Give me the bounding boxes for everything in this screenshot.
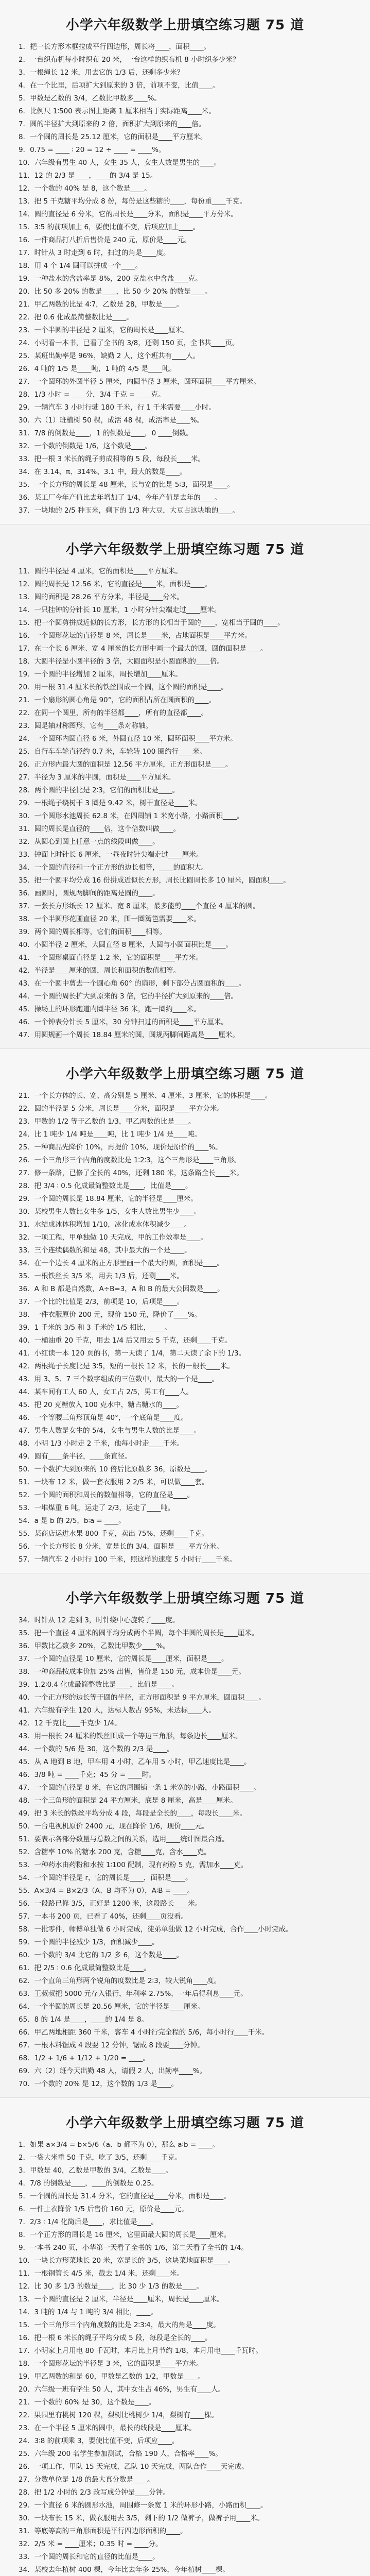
question-item: 21．一个扇形的圆心角是 90°，它的面积占所在圆面积的____。	[19, 696, 216, 704]
question-item: 38．一件衣服原价 200 元，现价 150 元，降价了____%。	[19, 1311, 202, 1319]
question-item: 46．一个等腰三角形顶角是 40°，一个底角是____度。	[19, 1414, 188, 1422]
question-item: 54．一个圆的半径是 r，它的周长是____，面积是____。	[19, 1874, 192, 1882]
question-item: 44．某车间有工人 60 人，女工占 2/5，男工有____人。	[19, 1388, 193, 1396]
question-item: 26．一个三角形三个内角的度数比是 1∶2∶3，这个三角形是____三角形。	[19, 1156, 241, 1164]
question-item: 57．一辆汽车 2 小时行 100 千米，照这样的速度 5 小时行____千米。	[19, 1555, 237, 1564]
question-item: 41．一个圆形桌面直径是 1.2 米，它的面积是____平方米。	[19, 954, 203, 962]
question-item: 13．圆的面积是 28.26 平方分米，半径是____分米。	[19, 593, 184, 601]
question-item: 5．一个圆的周长是 31.4 分米，它的直径是____分米，面积是____。	[19, 2192, 231, 2200]
question-item: 37．一张长方形纸长 12 厘米、宽 8 厘米，最多能剪____个直径 4 厘米的圆。	[19, 902, 260, 910]
question-item: 17．小明家上月用电 80 千瓦时，本月比上月节约 1/8，本月用电____千瓦时。	[19, 2347, 262, 2355]
question-item: 16．一个圆形花坛的直径是 8 米，周长是____米，占地面积是____平方米。	[19, 632, 252, 640]
question-item: 15．把一个圆剪拼成近似的长方形，长方形的长相当于圆的____，宽相当于圆的____。	[19, 619, 285, 627]
question-item: 30．一块布长 15 米，做衣服用去 3/5，剩下的 1/2 做裤子，做裤子用____米。	[19, 2514, 265, 2522]
question-item: 48．小明 1/3 小时走 2 千米，他每小时走____千米。	[19, 1439, 184, 1448]
question-item: 40．一桶油重 20 千克，用去 1/4 后又用去 5 千克，还剩____千克。	[19, 1336, 232, 1345]
question-item: 57．一本书 200 页，已看了 40%，还剩____页没看。	[19, 1912, 188, 1921]
question-item: 11．圆的半径是 4 厘米，它的面积是____平方厘米。	[19, 567, 182, 575]
question-item: 28．把 1/2 小时的 2/3 改写成分钟是____分钟。	[19, 2488, 170, 2497]
question-item: 47．用圆规画一个周长 18.84 厘米的圆，圆规两脚间距离是____厘米。	[19, 1031, 239, 1039]
question-item: 65．8 的 1/4 是____，____的 1/4 是 8。	[19, 2015, 149, 2024]
question-item: 34．某校去年植树 400 棵，今年比去年多 25%，今年植树____棵。	[19, 2566, 230, 2574]
question-item: 33．三个连续偶数的和是 48，其中最大的一个是____。	[19, 1246, 191, 1255]
question-item: 33．把一根 3 米长的绳子剪成相等的 5 段，每段长____米。	[19, 455, 205, 463]
question-item: 24．小明看一本书，已看了全书的 3/8，还剩 150 页，全书共____页。	[19, 339, 239, 347]
question-item: 4．7/8 的倒数是____，____的倒数是 0.25。	[19, 2179, 158, 2188]
question-item: 28．把 3/4 ∶ 0.5 化成最简整数比是____，比值是____。	[19, 1182, 192, 1190]
question-item: 20．六年级一班有学生 50 人，其中女生占 46%，男生有____人。	[19, 2385, 225, 2394]
question-item: 55．A×3/4 = B×2/3（A、B 均不为 0），A∶B = ____。	[19, 1887, 194, 1895]
question-item: 8．一个圆的周长是 25.12 厘米，它的面积是____平方厘米。	[19, 133, 207, 141]
question-item: 47．一个圆的直径是 8 米，在它的周围铺一条 1 米宽的小路，小路面积____。	[19, 1784, 261, 1792]
page-title: 小学六年级数学上册填空练习题 75 道	[65, 1066, 305, 1082]
question-item: 6．比例尺 1∶500 表示图上距离 1 厘米相当于实际距离____米。	[19, 107, 216, 115]
question-item: 4．在一个比里，后项扩大到原来的 3 倍，前项不变，比值____。	[19, 81, 220, 90]
question-item: 49．圆有____条半径，____条直径。	[19, 1452, 132, 1461]
question-item: 44．一个圆的周长扩大到原来的 3 倍，它的半径扩大到原来的____倍。	[19, 992, 238, 1001]
page-title: 小学六年级数学上册填空练习题 75 道	[65, 2115, 305, 2131]
question-item: 42．两根绳子长度比是 3∶5，短的一根长 12 米，长的一根长____米。	[19, 1362, 234, 1370]
question-item: 25．自行车车轮直径约 0.7 米，车轮转 100 圈约行____米。	[19, 748, 207, 756]
question-item: 10．六年级有男生 40 人，女生 35 人，女生人数是男生的____。	[19, 159, 221, 167]
question-item: 45．操场上的环形跑道内圈半径 36 米，跑一圈约____米。	[19, 1005, 201, 1013]
question-item: 66．甲乙两地相距 360 千米，客车 4 小时行完全程的 5/6，每小时行____千米。	[19, 2028, 269, 2037]
question-item: 10．一块长方形菜地长 20 米，宽是长的 3/5，这块菜地面积是____。	[19, 2257, 235, 2265]
question-item: 50．一台电视机原价 2400 元，现在降价 1/6，现价____元。	[19, 1822, 209, 1831]
question-item: 56．一段路已修 3/5，正好是 1200 米，这段路长____米。	[19, 1900, 202, 1908]
worksheet-page-3	[0, 1049, 370, 1573]
question-item: 19．一种盐水的含盐率是 8%，200 克盐水中含盐____克。	[19, 275, 202, 283]
question-item: 35．一根铁丝长 3/5 米，用去 1/3 后，还剩____米。	[19, 1272, 184, 1280]
question-item: 25．一种商品先降价 10%，再提价 10%，现价是原价的____%。	[19, 1143, 222, 1151]
question-item: 16．把一根 6 米长的绳子平均分成 5 段，每段是全长的____。	[19, 2334, 212, 2342]
question-list	[19, 2139, 351, 2576]
question-item: 42．半径是____厘米的圆，周长和面积的数值相等。	[19, 967, 181, 975]
question-item: 25．某班出勤率是 96%，缺勤 2 人，这个班共有____人。	[19, 352, 200, 360]
worksheet-page-2	[0, 524, 370, 1049]
question-item: 42．12 千克比____千克少 1/4。	[19, 1719, 121, 1727]
question-item: 53．一种药水由药粉和水按 1∶100 配制，现有药粉 5 克，需加水____克。	[19, 1861, 248, 1869]
question-item: 45．把 20 克糖放入 100 克水中，糖占糖水的____。	[19, 1401, 184, 1409]
question-item: 28．1/3 小时 = ____分，3/4 千克 = ____克。	[19, 391, 165, 399]
question-item: 37．一个比的比值是 2/3，前项是 10，后项是____。	[19, 1298, 184, 1306]
question-item: 23．甲数的 1/2 等于乙数的 1/3，甲乙两数的比是____。	[19, 1117, 196, 1126]
question-item: 12．一个数的 40% 是 8，这个数是____。	[19, 184, 151, 193]
question-item: 68．1/2 + 1/6 + 1/12 + 1/20 = ____。	[19, 2054, 150, 2062]
question-item: 7．2/3 ∶ 1/4 化简后是____，求比值是____。	[19, 2218, 158, 2226]
question-item: 35．一个长方形的周长是 48 厘米，长与宽的比是 5∶3，面积是____。	[19, 481, 234, 489]
question-list	[19, 1614, 351, 2091]
question-item: 6．一件上衣降价 1/5 后售价 160 元，原价是____元。	[19, 2205, 188, 2213]
question-item: 61．把 2/5 ∶ 0.6 化成最简整数比是____。	[19, 1964, 151, 1972]
question-item: 22．把 0.6 化成最简整数比是____。	[19, 313, 133, 321]
question-item: 40．小圆半径 2 厘米，大圆直径 8 厘米，大圆与小圆面积比是____。	[19, 941, 233, 949]
question-item: 59．一个圆的半径减少 1/3，面积减少____。	[19, 1938, 159, 1946]
question-item: 48．一个三角形的面积是 24 平方厘米，底是 8 厘米，高是____厘米。	[19, 1797, 237, 1805]
question-item: 51．一块布 12 米，做一套衣服用 2 2/5 米，可以做____套。	[19, 1478, 209, 1486]
question-item: 29．一辆汽车 3 小时行驶 180 千米，行 1 千米需要____小时。	[19, 403, 216, 412]
question-item: 2．一台织布机每小时织布 20 米，一台这样的织布机 8 小时织多少米？	[19, 56, 240, 64]
question-item: 37．一块地的 2/5 种玉米，剩下的 1/3 种大豆，大豆占这块地的____。	[19, 506, 239, 515]
question-item: 39．两个圆的周长相等，它们的面积____相等。	[19, 928, 167, 936]
question-item: 32．一项工程，甲单独做 10 天完成，甲的工作效率是____。	[19, 1233, 207, 1242]
question-item: 64．一个半圆的周长是 20.56 厘米，它的半径是____厘米。	[19, 2003, 205, 2011]
question-list	[19, 41, 351, 517]
question-item: 35．把一个圆平均分成 16 份拼成近似长方形，周长比圆周长多 10 厘米，圆面积____。	[19, 876, 290, 885]
question-item: 3．一根绳长 12 米，用去它的 1/3 后，还剩多少米？	[19, 69, 184, 77]
question-item: 56．一个长方形长 8 分米，宽是长的 3/4，面积是____平方分米。	[19, 1543, 223, 1551]
question-item: 32．2/5 米 = ____厘米；0.35 时 = ____分。	[19, 2540, 163, 2548]
question-item: 32．从圆心到圆上任意一点的线段叫做____。	[19, 838, 160, 846]
question-item: 23．在一个半径 5 厘米的圆中，最长的线段是____厘米。	[19, 2424, 196, 2432]
question-item: 33．钟面上时针长 6 厘米，一昼夜时针尖端走过____厘米。	[19, 851, 203, 859]
question-item: 13．一个圆的直径是 2 厘米，半径是____厘米，周长是____厘米。	[19, 2295, 224, 2303]
question-item: 21．甲乙两数的比是 4∶7，乙数是 28，甲数是____。	[19, 300, 184, 309]
question-item: 39．1.2∶0.4 化成最简整数比是____，比值是____。	[19, 1681, 179, 1689]
question-item: 11．一根钢管长 4/5 米，截去 1/4 米，还剩____米。	[19, 2269, 184, 2278]
question-item: 36．某工厂今年产值比去年增加了 1/4，今年产值是去年的____。	[19, 494, 222, 502]
question-item: 45．从 A 地到 B 地，甲车用 4 小时，乙车用 5 小时，甲乙速度比是____。	[19, 1758, 251, 1766]
question-item: 16．一件商品打八折后售价是 240 元，原价是____元。	[19, 236, 191, 244]
question-item: 3．甲数是 40，乙数是甲数的 3/4，乙数是____。	[19, 2166, 173, 2175]
question-item: 43．用一根长 24 厘米的铁丝围成一个等边三角形，每条边长____厘米。	[19, 1732, 242, 1740]
question-item: 35．把一个直径 4 厘米的圆平均分成两个半圆，每个半圆的周长是____厘米。	[19, 1629, 259, 1637]
question-item: 18．用 4 个 1/4 圆可以拼成一个____。	[19, 262, 143, 270]
question-item: 8．一个正方形的周长是 16 厘米，它里面最大圆的周长是____厘米。	[19, 2231, 231, 2239]
question-item: 26．4 吨的 1/5 是____吨，1 吨的 4/5 是____吨。	[19, 365, 177, 373]
question-item: 54．a 是 b 的 2/5，b∶a = ____。	[19, 1517, 126, 1525]
question-item: 53．一堆煤重 6 吨，运走了 2/3，运走了____吨。	[19, 1504, 175, 1512]
question-item: 14．3 吨的 1/4 与 1 吨的 3/4 相比，____。	[19, 2308, 157, 2316]
question-item: 25．六年级 200 名学生参加测试，合格 190 人，合格率____%。	[19, 2450, 222, 2458]
question-item: 21．一个长方体的长、宽、高分别是 5 厘米、4 厘米、3 厘米，它的体积是____。	[19, 1092, 272, 1100]
question-item: 62．一个直角三角形两个锐角的度数比是 2∶3，较大锐角____度。	[19, 1977, 221, 1985]
question-item: 22．在同一个圆里，所有的半径都____，所有的直径都____。	[19, 709, 208, 717]
worksheet-page-1	[0, 0, 370, 524]
question-item: 47．男生人数是女生的 5/4，女生与男生人数的比是____。	[19, 1427, 201, 1435]
page-title: 小学六年级数学上册填空练习题 75 道	[65, 1591, 305, 1606]
question-item: 20．比 50 多 20% 的数是____，比 50 少 20% 的数是____。	[19, 287, 212, 296]
question-item: 20．用一根 31.4 厘米长的铁丝围成一个圆，这个圆的面积是____。	[19, 683, 228, 691]
question-item: 36．A 和 B 都是自然数，A÷B=3，A 和 B 的最大公因数是____。	[19, 1285, 224, 1293]
question-item: 33．一个圆的周长和它的直径的比值是____。	[19, 2553, 160, 2561]
question-item: 51．要表示各部分数量与总数之间的关系，选用____统计图最合适。	[19, 1835, 229, 1843]
question-item: 50．一个数扩大到原来的 10 倍后比原数多 36，原数是____。	[19, 1465, 212, 1473]
question-item: 36．甲数比乙数多 20%，乙数比甲数少____%。	[19, 1642, 170, 1650]
question-item: 43．用 3、5、7 三个数字组成的三位数中，最大的一个是____。	[19, 1375, 219, 1383]
question-item: 44．一个数的 5/6 是 30，这个数的 2/3 是____。	[19, 1745, 174, 1753]
question-item: 46．3/8 吨 = ____千克；45 分 = ____时。	[19, 1771, 156, 1779]
question-item: 29．一个圆的周长是 18.84 厘米，它的半径是____厘米。	[19, 1195, 198, 1203]
question-item: 41．小红读一本 120 页的书，第一天读了 1/4，第二天读了余下的 1/3。	[19, 1349, 246, 1358]
question-item: 17．时针从 3 时走到 6 时，扫过的角是____度。	[19, 249, 170, 257]
question-item: 55．某商店运进水果 800 千克，卖出 75%，还剩____千克。	[19, 1530, 209, 1538]
question-item: 28．两个圆的半径比是 2∶3，它们的面积比是____。	[19, 786, 180, 794]
question-item: 5．甲数是乙数的 3/4，乙数比甲数多____%。	[19, 94, 161, 103]
question-item: 11．12 的 2/3 是____，____的 3/4 是 15。	[19, 172, 157, 180]
question-item: 1．如果 a×3/4 = b×5/6（a、b 都不为 0），那么 a∶b = ____。	[19, 2141, 219, 2149]
question-item: 9．一本书 240 页，小华第一天看了全书的 1/6，第二天看了全书的 1/4。	[19, 2244, 248, 2252]
question-item: 13．把 5 千克糖平均分成 8 份，每份是这些糖的____，每份重____千克。	[19, 197, 247, 206]
question-item: 18．大圆半径是小圆半径的 3 倍，大圆面积是小圆面积的____倍。	[19, 657, 224, 666]
question-item: 34．一个圆的直径和一个正方形的边长相等，____的面积大。	[19, 863, 208, 872]
question-item: 15．3∶5 的前项加上 6，要使比值不变，后项应加上____。	[19, 223, 200, 231]
question-item: 19．甲乙两数的和是 60，甲数是乙数的 1/2，甲数是____。	[19, 2372, 205, 2381]
question-item: 52．含糖率 10% 的糖水 200 克，含糖____克，含水____克。	[19, 1848, 211, 1856]
worksheet-page-5	[0, 2098, 370, 2576]
question-item: 29．一根绳子绕树干 3 圈是 9.42 米，树干直径是____米。	[19, 799, 202, 807]
question-list	[19, 1090, 351, 1566]
question-item: 22．果园里有桃树 120 棵，梨树比桃树少 1/4，梨树有____棵。	[19, 2411, 219, 2419]
question-item: 38．一种商品按成本价加 25% 出售，售价是 150 元，成本价是____元。	[19, 1668, 246, 1676]
question-item: 27．分数单位是 1/8 的最大真分数是____。	[19, 2476, 154, 2484]
question-item: 24．3∶8 的前项乘 3，要使比值不变，后项应____。	[19, 2437, 179, 2445]
question-item: 18．一个圆形花坛的半径是 3 米，它的面积是____平方米。	[19, 2360, 203, 2368]
question-item: 60．一个数的 3/4 比它的 1/2 多 6，这个数是____。	[19, 1951, 184, 1959]
question-item: 34．在一个边长 4 厘米的正方形里画一个最大的圆，面积是____。	[19, 1259, 224, 1267]
question-item: 30．六（1）班植树 50 棵，成活 48 棵，成活率是____%。	[19, 416, 204, 425]
question-item: 23．一个半圆的半径是 2 厘米，它的周长是____厘米。	[19, 326, 189, 334]
question-item: 34．时针从 12 走到 3，时针绕中心旋转了____度。	[19, 1616, 180, 1624]
question-item: 39．1 千米的 3/5 和 3 千米的 1/5 相比，____。	[19, 1324, 171, 1332]
question-item: 12．圆的周长是 12.56 米，它的直径是____米，面积是____。	[19, 580, 212, 588]
question-item: 24．比 1 吨少 1/4 吨是____吨，比 1 吨少 1/4 是____吨。	[19, 1130, 202, 1139]
question-item: 22．圆的半径是 5 分米，周长是____分米，面积是____平方分米。	[19, 1105, 224, 1113]
question-item: 30．一个圆形水池周长 62.8 米，在四周铺 1 米宽小路，小路面积____。	[19, 812, 244, 820]
question-item: 67．一根木料锯成 4 段要 12 分钟，锯成 8 段要____分钟。	[19, 2041, 204, 2049]
question-item: 1．把一长方形木框拉成平行四边形，周长将____，面积____。	[19, 43, 211, 51]
question-item: 26．正方形内最大圆的面积是 12.56 平方厘米，正方形面积是____。	[19, 760, 233, 769]
question-item: 17．在一个长 6 厘米、宽 4 厘米的长方形中画一个最大的圆，圆的面积是____。	[19, 645, 268, 653]
question-item: 38．一个半圆形花圃直径 20 米，围一圈篱笆需要____米。	[19, 915, 201, 923]
question-item: 2．一袋大米重 50 千克，吃了 3/5，还剩____千克。	[19, 2154, 182, 2162]
question-item: 26．一项工作，甲队 15 天完成，乙队 10 天完成，两队合作____天完成。	[19, 2463, 249, 2471]
question-item: 7．圆的半径扩大到原来的 2 倍，面积扩大到原来的____倍。	[19, 120, 206, 128]
question-item: 31．圆的周长是直径的____倍，这个倍数叫做____。	[19, 825, 181, 833]
question-item: 9．0.75 = ____ ∶ 20 = 12 ÷ ____ = ____%。	[19, 146, 166, 154]
page-title: 小学六年级数学上册填空练习题 75 道	[65, 542, 305, 557]
question-item: 46．一个钟表分针长 5 厘米，30 分钟扫过的面积是____平方厘米。	[19, 1018, 228, 1026]
question-item: 49．把 3 米长的铁丝平均分成 4 段，每段是全长的____，每段长____米。	[19, 1809, 247, 1818]
question-item: 36．画圆时，圆规两脚间的距离是圆的____。	[19, 889, 160, 897]
question-item: 63．王叔叔把 5000 元存入银行，年利率 2.75%，一年后得利息____元。	[19, 1990, 248, 1998]
question-item: 19．一个圆的半径增加 2 厘米，周长增加____厘米。	[19, 670, 182, 679]
question-item: 12．比 30 多 1/3 的数是____，比 30 少 1/3 的数是____。	[19, 2282, 203, 2291]
question-item: 29．一个直径 6 米的圆形水池，周围修一条宽 1 米的环形小路，小路面积____。	[19, 2501, 268, 2510]
question-item: 23．圆是轴对称图形，它有____条对称轴。	[19, 722, 153, 730]
question-list	[19, 565, 351, 1042]
question-item: 27．一个圆环的外圆半径 5 厘米，内圆半径 3 厘米，圆环面积____平方厘米。	[19, 378, 261, 386]
question-item: 43．在一个圆中剪去一个圆心角 60° 的扇形，剩下部分占圆面积的____。	[19, 979, 246, 988]
question-item: 31．水结成冰体积增加 1/10，冰化成水体积减少____。	[19, 1221, 191, 1229]
question-item: 70．一个数的 20% 是 12，这个数的 1/3 是____。	[19, 2080, 179, 2088]
question-item: 21．一个数的 60% 是 30，这个数是____。	[19, 2398, 156, 2406]
question-item: 24．一个圆环内圆直径 6 米，外圆直径 10 米，圆环面积____平方米。	[19, 735, 237, 743]
question-item: 52．一个圆的面积和周长的数值相等，它的直径是____。	[19, 1491, 195, 1499]
question-item: 14．一只挂钟的分针长 10 厘米，1 小时分针尖端走过____厘米。	[19, 606, 221, 614]
question-item: 15．一个三角形三个内角度数的比是 2∶3∶4，最大的角是____度。	[19, 2321, 220, 2329]
question-item: 27．修一条路，已修了全长的 40%，还剩 180 米，这条路全长____米。	[19, 1169, 243, 1177]
question-item: 40．一个正方形的边长等于圆的半径，正方形面积是 9 平方厘米，圆面积____。	[19, 1693, 266, 1702]
question-item: 37．一个圆的直径是 10 厘米，它的周长是____厘米，面积是____。	[19, 1655, 228, 1663]
page-title: 小学六年级数学上册填空练习题 75 道	[65, 18, 305, 33]
question-item: 41．六年级有学生 120 人，达标人数占 95%，未达标____人。	[19, 1706, 216, 1715]
question-item: 14．圆的直径是 6 分米，它的周长是____分米，面积是____平方分米。	[19, 210, 238, 218]
question-item: 34．在 3.14、π、314%、3.1 中，最大的数是____。	[19, 468, 187, 476]
question-item: 31．等底等高的三角形面积是平行四边形面积的____。	[19, 2527, 187, 2535]
question-item: 32．一个数的倒数是 1/6，这个数是____。	[19, 442, 152, 450]
question-item: 58．一批零件，师傅单独做 6 小时完成，徒弟单独做 12 小时完成，合作____小时完成。	[19, 1925, 293, 1934]
question-item: 69．六（2）班今天出勤 48 人，请假 2 人，出勤率____%。	[19, 2067, 207, 2075]
worksheet-page-4	[0, 1573, 370, 2098]
question-item: 27．半径为 3 厘米的半圆，面积是____平方厘米。	[19, 773, 175, 782]
question-item: 30．某校男生人数比女生多 1/5，女生人数比男生少____。	[19, 1208, 201, 1216]
question-item: 31．7/8 的倒数是____，1 的倒数是____，0 ____倒数。	[19, 429, 193, 437]
